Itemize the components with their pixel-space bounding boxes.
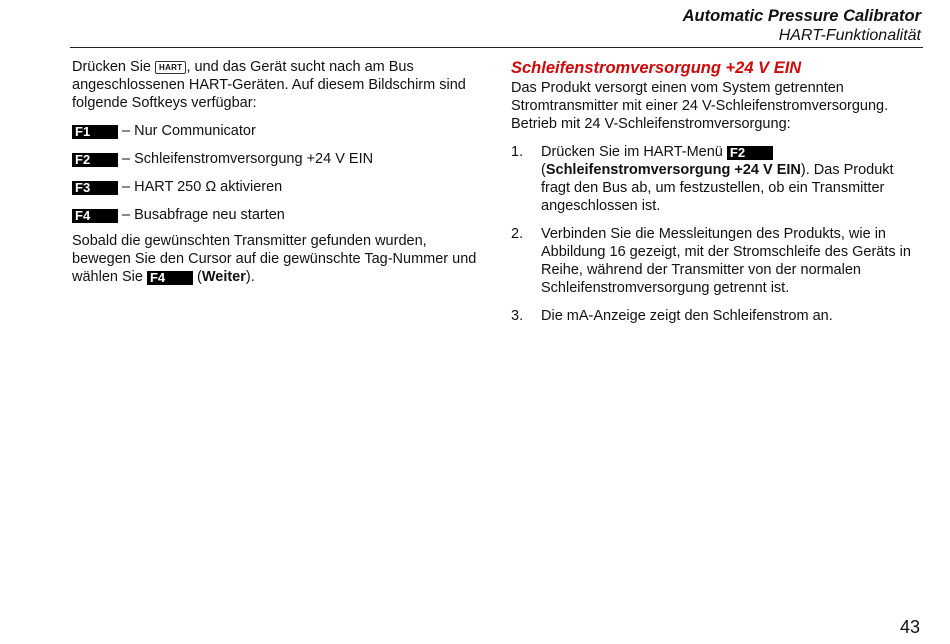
- step-number: 3.: [511, 308, 524, 324]
- right-column: [511, 58, 923, 325]
- step-text: Die mA-Anzeige zeigt den Schleifenstrom an.: [541, 308, 833, 324]
- softkey-label: – HART 250 Ω aktivieren: [118, 179, 283, 195]
- softkey-item-f3: [72, 178, 484, 196]
- f3-key: F3: [72, 181, 118, 195]
- intro-paragraph: [72, 58, 484, 112]
- header-subtitle: HART-Funktionalität: [778, 27, 921, 44]
- softkey-label: – Schleifenstromversorgung +24 V EIN: [118, 151, 374, 167]
- steps-list: [511, 143, 923, 325]
- step-text-b: (: [541, 162, 546, 178]
- section-title: Schleifenstromversorgung +24 V EIN: [511, 59, 802, 77]
- hart-key-icon: HART: [155, 61, 186, 74]
- step-item: [511, 143, 923, 215]
- step-bold: Schleifenstromversorgung +24 V EIN: [545, 162, 801, 178]
- section-intro: Das Produkt versorgt einen vom System getrennten Stromtransmitter mit einer 24 V-Schleifenstromversorgung. Betrieb mit 24 V-Schleifenstromversorgung:: [511, 80, 889, 132]
- f1-key: F1: [72, 125, 118, 139]
- softkey-item-f1: [72, 122, 484, 140]
- f2-key: F2: [72, 153, 118, 167]
- step-number: 1.: [511, 144, 524, 160]
- outro-text-b: (: [192, 269, 202, 285]
- step-item: [511, 307, 923, 325]
- step-text-c: ). Das Produkt fragt den Bus ab, um festzustellen, ob ein Transmitter angeschlossen ist.: [541, 162, 894, 214]
- softkey-label: – Nur Communicator: [118, 123, 256, 139]
- step-item: [511, 225, 923, 297]
- step-text: Verbinden Sie die Messleitungen des Produkts, wie in Abbildung 16 gezeigt, mit der Stromschleife des Geräts in Reihe, während der Transmitter von der normalen Schleifenstromversorgung getrennt ist.: [541, 226, 911, 296]
- page-number: 43: [899, 617, 920, 637]
- intro-text-a: Drücken Sie: [72, 59, 156, 75]
- step-number: 2.: [511, 226, 524, 242]
- softkey-item-f4: [72, 206, 484, 224]
- f2-key: F2: [727, 146, 773, 160]
- outro-paragraph: [72, 232, 484, 286]
- left-column: [72, 58, 484, 286]
- f4-key: F4: [147, 271, 193, 285]
- header-title: Automatic Pressure Calibrator: [682, 7, 921, 25]
- outro-text-a: Sobald die gewünschten Transmitter gefunden wurden, bewegen Sie den Cursor auf die gewünschte Tag-Nummer und wählen Sie: [72, 233, 477, 285]
- intro-text-b: , und das Gerät sucht nach am Bus angeschlossenen HART-Geräten. Auf diesem Bildschirm sind folgende Softkeys verfügbar:: [72, 59, 466, 111]
- step-text-a: Drücken Sie im HART-Menü: [541, 144, 727, 160]
- outro-text-c: ).: [245, 269, 255, 285]
- softkey-list: [72, 122, 484, 224]
- header-rule: [70, 47, 923, 48]
- outro-bold: Weiter: [201, 269, 246, 285]
- softkey-label: – Busabfrage neu starten: [118, 207, 285, 223]
- softkey-item-f2: [72, 150, 484, 168]
- f4-key: F4: [72, 209, 118, 223]
